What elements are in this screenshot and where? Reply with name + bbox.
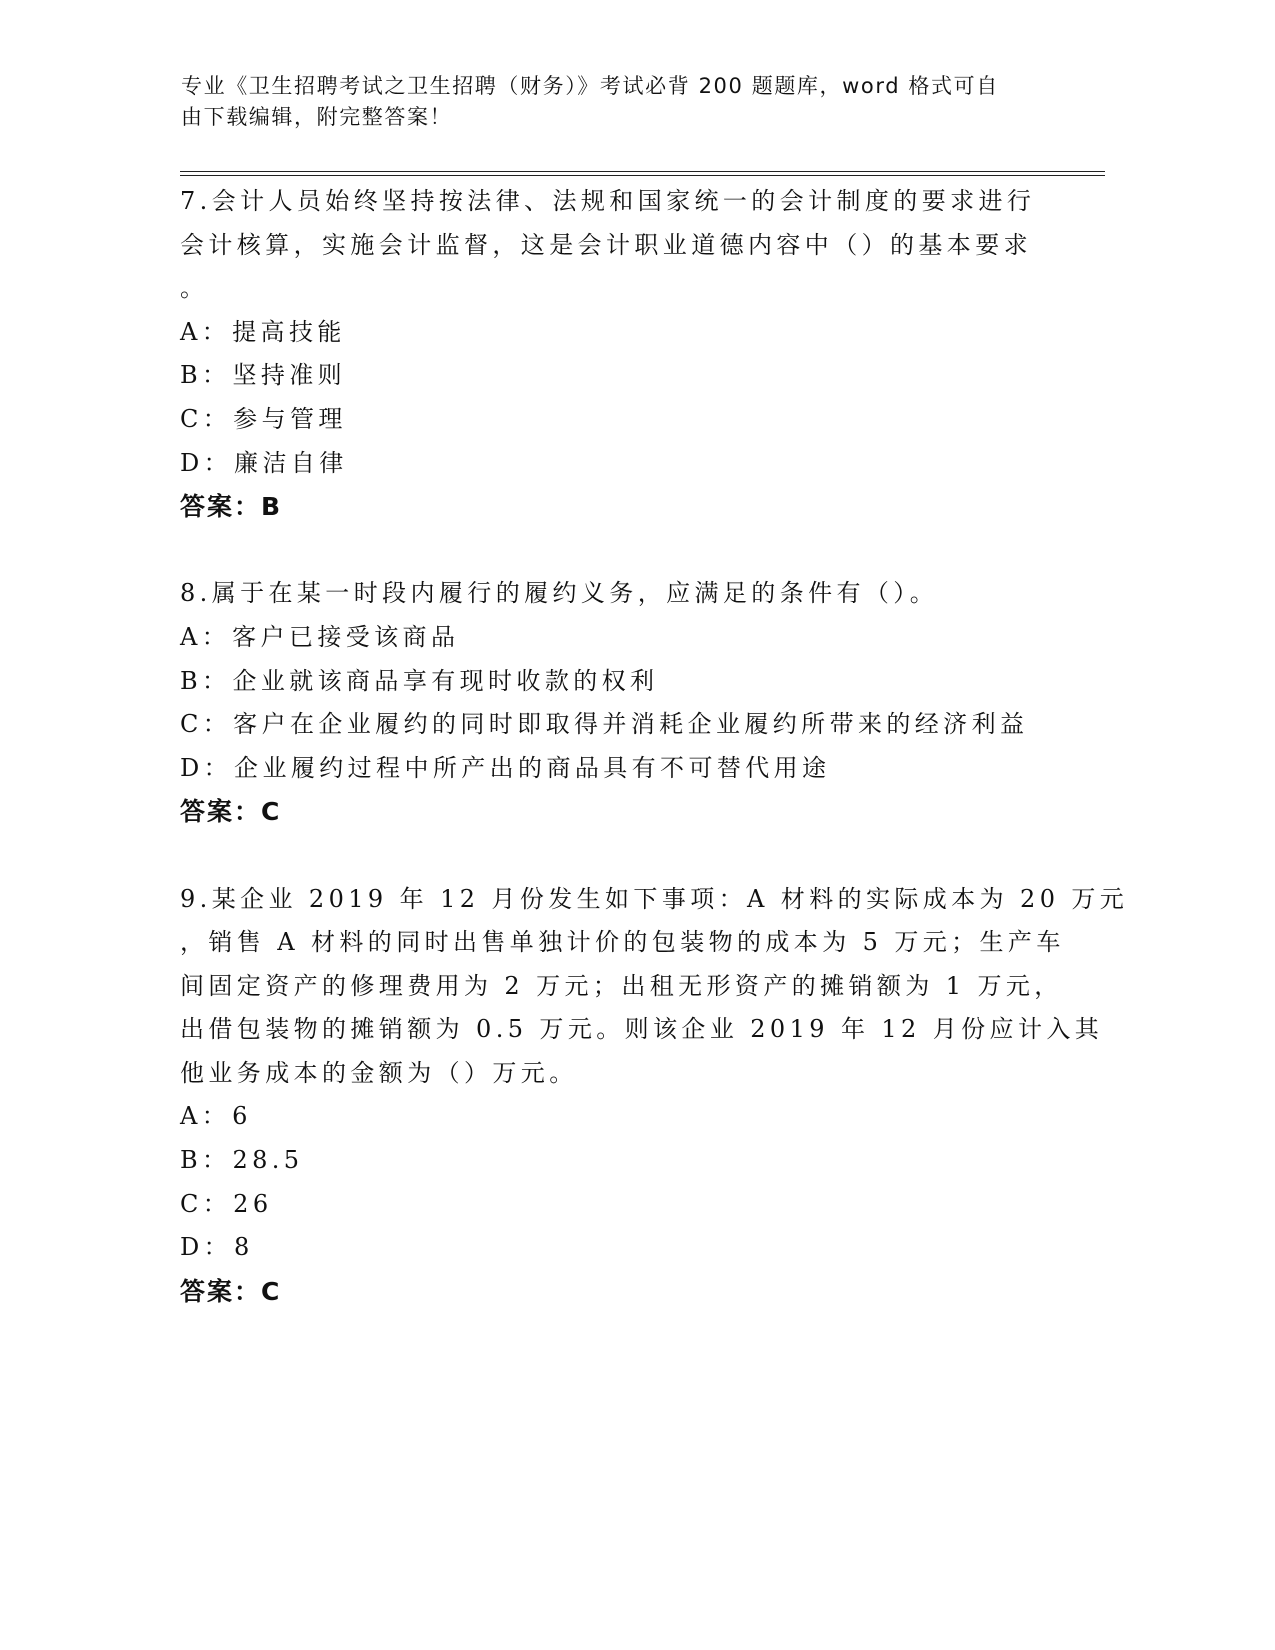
option-label: D： (180, 753, 233, 782)
question-stem-line: 7.会计人员始终坚持按法律、法规和国家统一的会计制度的要求进行 (180, 187, 1036, 215)
option-text: 廉洁自律 (234, 448, 348, 477)
option-label: D： (180, 448, 233, 477)
question-stem (180, 180, 1128, 311)
option-a (180, 1095, 1128, 1139)
option-label: A： (180, 317, 231, 346)
option-text: 坚持准则 (232, 361, 347, 390)
option-b (180, 660, 1128, 704)
header-line: 专业《卫生招聘考试之卫生招聘（财务）》考试必背 200 题题库，word 格式可自 (181, 74, 999, 98)
question-block (180, 572, 1128, 834)
option-label: B： (180, 361, 231, 390)
question-stem (180, 878, 1128, 1096)
option-c (180, 703, 1128, 747)
double-rule (180, 171, 1105, 176)
answer-value: B (261, 492, 283, 522)
option-c (180, 1183, 1128, 1227)
option-text: 26 (233, 1189, 273, 1218)
question-stem-line: 出借包装物的摊销额为 0.5 万元。则该企业 2019 年 12 月份应计入其 (180, 1015, 1104, 1044)
option-c (180, 398, 1128, 442)
option-a (180, 311, 1128, 355)
option-label: C： (180, 710, 232, 739)
question-stem-line: 会计核算，实施会计监督，这是会计职业道德内容中（）的基本要求 (180, 230, 1032, 259)
option-label: C： (180, 404, 232, 433)
answer-line (180, 1270, 1128, 1314)
option-b (180, 354, 1128, 398)
question-stem-line: 间固定资产的修理费用为 2 万元；出租无形资产的摊销额为 1 万元， (180, 971, 1063, 1000)
answer-label: 答案： (180, 492, 262, 522)
option-d (180, 747, 1128, 791)
question-block (180, 180, 1128, 529)
answer-line (180, 485, 1128, 529)
option-label: B： (180, 666, 231, 695)
option-text: 8 (234, 1233, 254, 1262)
option-text: 参与管理 (233, 404, 347, 433)
option-text: 提高技能 (232, 317, 346, 346)
option-text: 6 (232, 1102, 252, 1131)
header-note (181, 71, 999, 133)
header-line: 由下载编辑，附完整答案！ (181, 105, 453, 129)
question-stem-line: 8.属于在某一时段内履行的履约义务，应满足的条件有（）。 (180, 579, 939, 608)
option-text: 客户已接受该商品 (232, 622, 460, 651)
question-list (180, 180, 1128, 1357)
answer-line (180, 790, 1128, 834)
question-stem-line: 。 (180, 274, 209, 303)
question-stem-line: 他业务成本的金额为（）万元。 (180, 1058, 578, 1087)
option-label: B： (180, 1146, 231, 1175)
question-stem-line: ，销售 A 材料的同时出售单独计价的包装物的成本为 5 万元；生产车 (180, 928, 1065, 957)
option-label: A： (180, 622, 231, 651)
option-text: 客户在企业履约的同时即取得并消耗企业履约所带来的经济利益 (233, 710, 1029, 739)
answer-value: C (261, 1276, 282, 1306)
option-text: 企业履约过程中所产出的商品具有不可替代用途 (234, 753, 831, 782)
option-b (180, 1139, 1128, 1183)
answer-label: 答案： (180, 797, 262, 827)
option-text: 企业就该商品享有现时收款的权利 (232, 666, 659, 695)
option-a (180, 616, 1128, 660)
option-d (180, 442, 1128, 486)
question-stem (180, 572, 1128, 616)
option-label: D： (180, 1233, 233, 1262)
question-block (180, 878, 1128, 1314)
answer-value: C (261, 797, 282, 827)
option-d (180, 1226, 1128, 1270)
option-label: A： (180, 1102, 231, 1131)
option-text: 28.5 (232, 1146, 304, 1175)
question-stem-line: 9.某企业 2019 年 12 月份发生如下事项：A 材料的实际成本为 20 万元 (180, 884, 1129, 913)
option-label: C： (180, 1189, 232, 1218)
answer-label: 答案： (180, 1276, 262, 1306)
